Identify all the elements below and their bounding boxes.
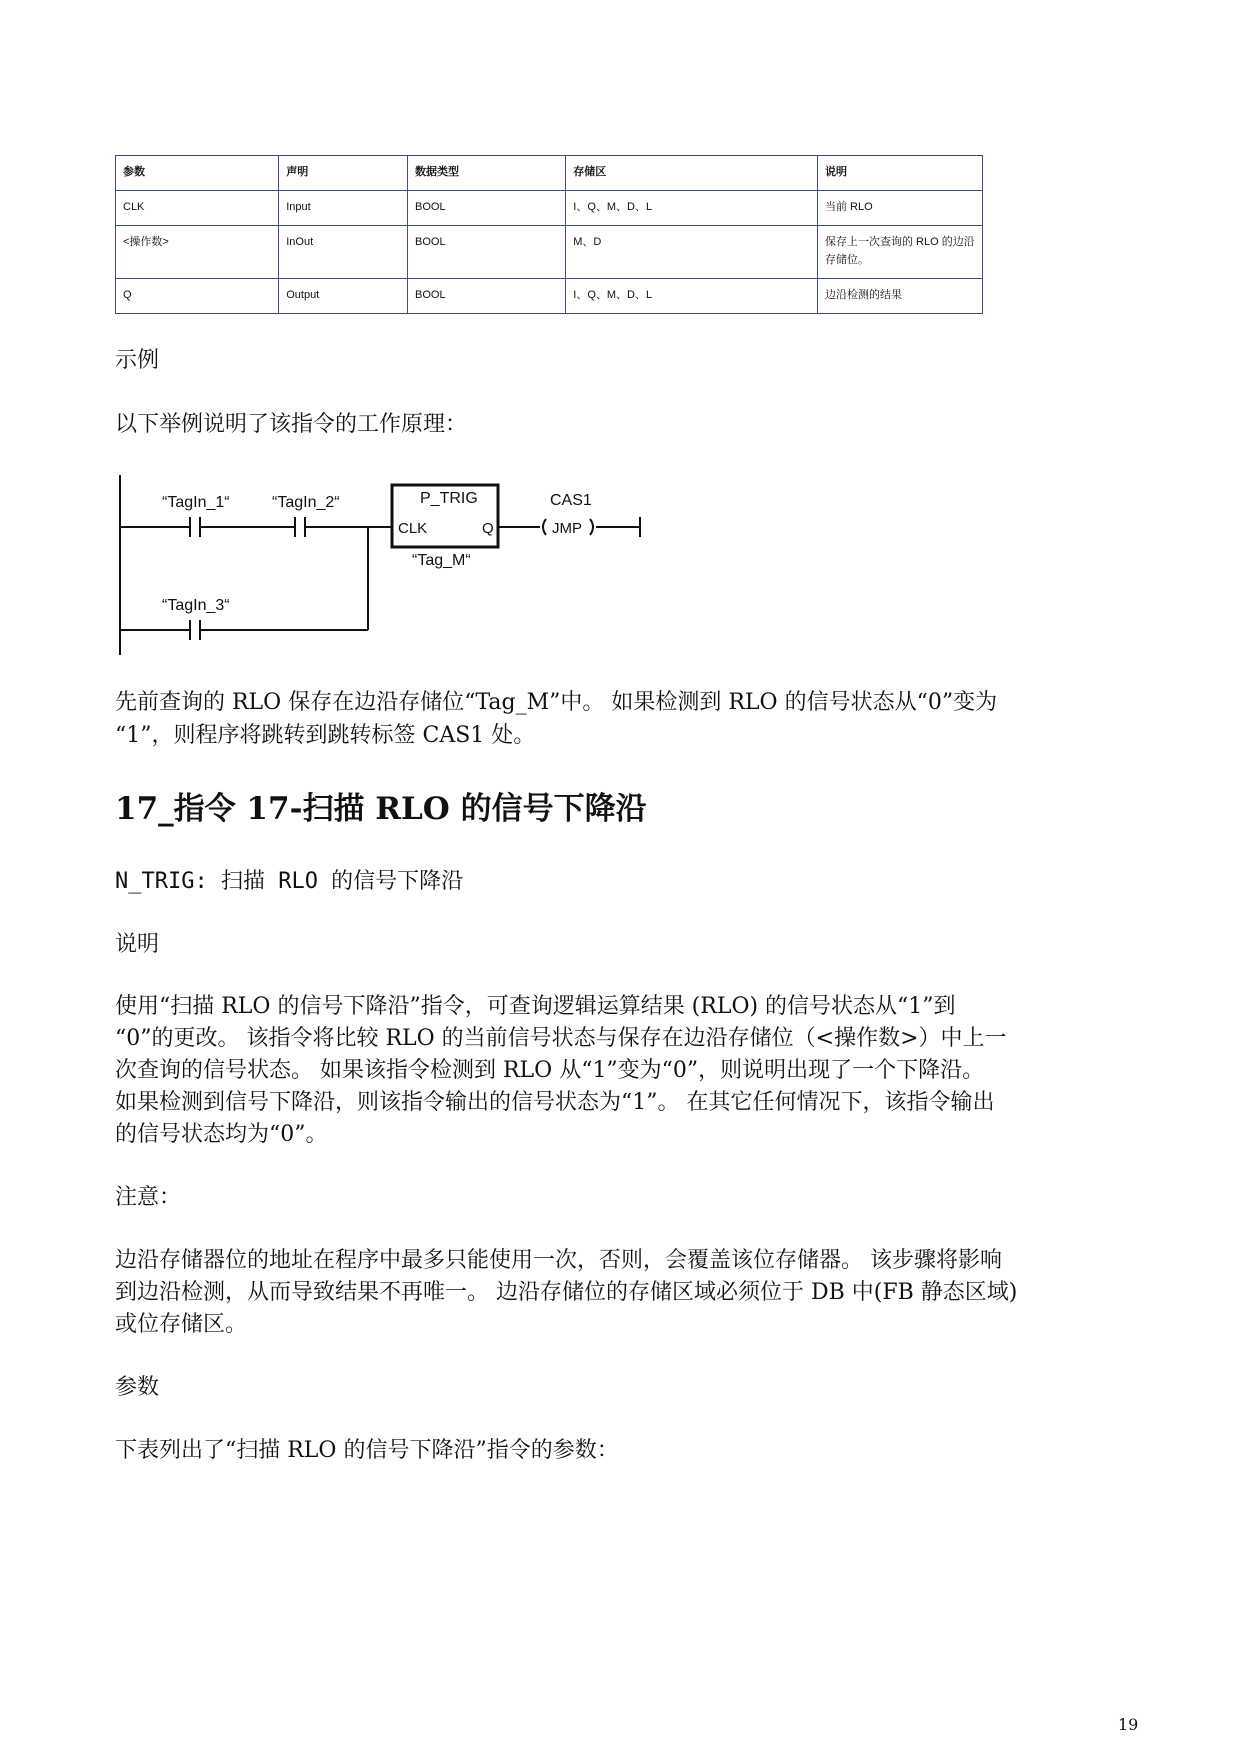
paragraph-line: 使用“扫描 RLO 的信号下降沿”指令，可查询逻辑运算结果 (RLO) 的信号状态从“1”到: [115, 994, 956, 1019]
box-title: P_TRIG: [420, 490, 478, 507]
contact1-label: “TagIn_1“: [162, 494, 230, 511]
table-cell: BOOL: [408, 226, 566, 279]
contact3-label: “TagIn_3“: [162, 597, 230, 614]
table-cell: <操作数>: [116, 226, 279, 279]
note-label: 注意：: [115, 1185, 182, 1210]
description-label: 说明: [115, 932, 160, 957]
box-output-label: Q: [482, 520, 494, 537]
table-header-cell: 声明: [279, 156, 408, 191]
table-cell: CLK: [116, 191, 279, 226]
table-cell: Output: [279, 279, 408, 314]
paragraph-line: 或位存储区。: [115, 1312, 248, 1337]
coil-label: CAS1: [550, 492, 592, 509]
ladder-diagram: [110, 465, 650, 665]
paragraph-line: “1”，则程序将跳转到跳转标签 CAS1 处。: [115, 723, 536, 748]
table-cell: Input: [279, 191, 408, 226]
table-header-cell: 参数: [116, 156, 279, 191]
table-header-cell: 存储区: [566, 156, 818, 191]
table-cell: 边沿检测的结果: [818, 279, 983, 314]
paragraph-line: “0”的更改。 该指令将比较 RLO 的当前信号状态与保存在边沿存储位（<操作数>）中上一: [115, 1026, 1007, 1051]
table-header-cell: 说明: [818, 156, 983, 191]
page-number: 19: [1118, 1715, 1139, 1734]
table-row: [116, 226, 983, 279]
params-intro: 下表列出了“扫描 RLO 的信号下降沿”指令的参数：: [115, 1438, 619, 1463]
box-input-label: CLK: [398, 520, 428, 537]
table-cell: I、Q、M、D、L: [566, 279, 818, 314]
instruction-title: N_TRIG: 扫描 RLO 的信号下降沿: [115, 869, 464, 894]
box-tag: “Tag_M“: [412, 552, 471, 569]
paragraph-line: 到边沿检测，从而导致结果不再唯一。 边沿存储位的存储区域必须位于 DB 中(FB 静态区域): [115, 1280, 1018, 1305]
table-header-cell: 数据类型: [408, 156, 566, 191]
table-row: [116, 279, 983, 314]
params-label: 参数: [115, 1375, 160, 1400]
example-label: 示例: [115, 348, 160, 373]
table-cell: 当前 RLO: [818, 191, 983, 226]
paragraph-line: 边沿存储器位的地址在程序中最多只能使用一次，否则，会覆盖该位存储器。 该步骤将影响: [115, 1248, 1002, 1273]
table-cell: Q: [116, 279, 279, 314]
coil-right-bracket: [590, 519, 593, 535]
table-cell: BOOL: [408, 279, 566, 314]
table-cell: InOut: [279, 226, 408, 279]
table-cell: 保存上一次查询的 RLO 的边沿存储位。: [818, 226, 983, 279]
paragraph-line: 如果检测到信号下降沿，则该指令输出的信号状态为“1”。 在其它任何情况下，该指令输出: [115, 1090, 995, 1115]
coil-text: JMP: [552, 520, 582, 537]
paragraph-line: 次查询的信号状态。 如果该指令检测到 RLO 从“1”变为“0”，则说明出现了一个下降沿。: [115, 1058, 985, 1083]
table-row: [116, 191, 983, 226]
table-header-row: [116, 156, 983, 191]
parameter-table: [115, 155, 983, 314]
example-intro: 以下举例说明了该指令的工作原理：: [115, 412, 468, 437]
contact2-label: “TagIn_2“: [272, 494, 340, 511]
section-heading: 17_指令 17-扫描 RLO 的信号下降沿: [115, 791, 647, 827]
table-cell: M、D: [566, 226, 818, 279]
coil-left-bracket: [543, 519, 546, 535]
table-cell: I、Q、M、D、L: [566, 191, 818, 226]
paragraph-line: 的信号状态均为“0”。: [115, 1122, 328, 1147]
table-cell: BOOL: [408, 191, 566, 226]
paragraph-line: 先前查询的 RLO 保存在边沿存储位“Tag_M”中。 如果检测到 RLO 的信号状态从“0”变为: [115, 690, 998, 715]
